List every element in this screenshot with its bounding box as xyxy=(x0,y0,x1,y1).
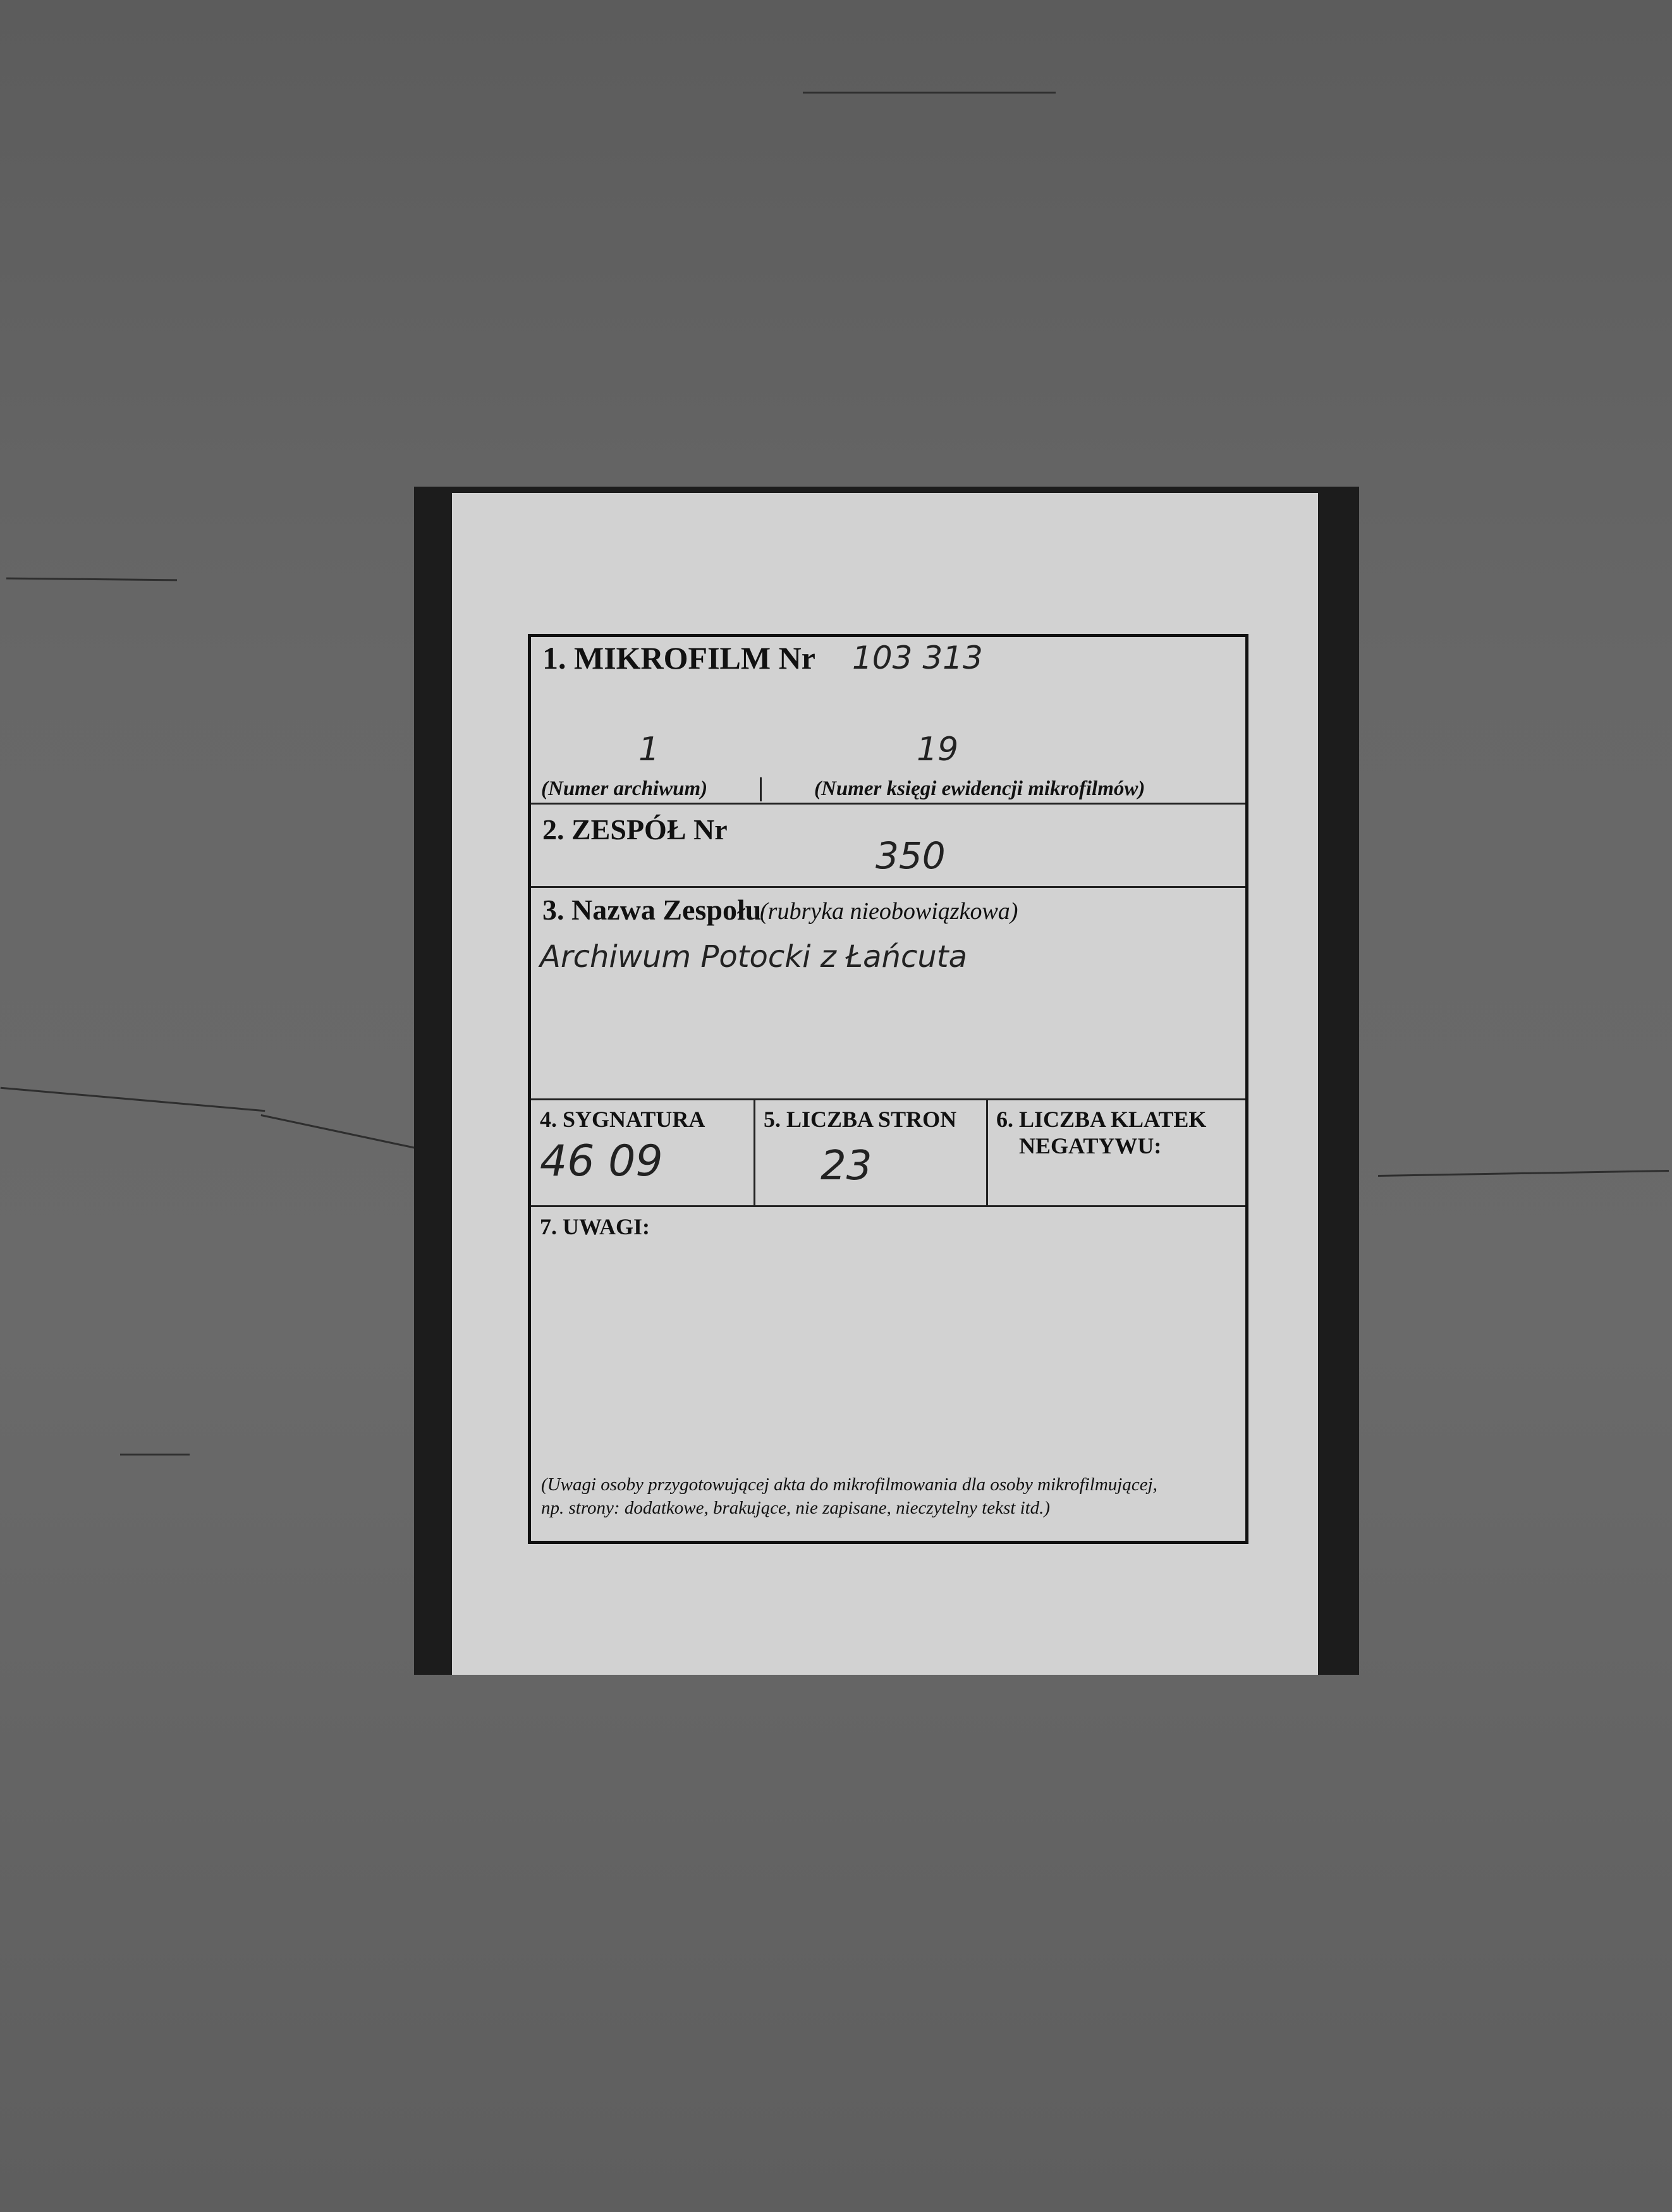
microfilm-form xyxy=(528,634,1248,1544)
film-scratch xyxy=(120,1454,190,1455)
footnote-line-1: (Uwagi osoby przygotowującej akta do mikrofilmowania dla osoby mikrofilmującej, xyxy=(541,1474,1157,1495)
archive-number-caption: (Numer archiwum) xyxy=(541,777,708,800)
page-count-value: 23 xyxy=(821,1143,872,1189)
divider-row2 xyxy=(531,886,1245,888)
fond-number-value: 350 xyxy=(876,834,946,877)
film-scratch xyxy=(803,92,1056,94)
caption-separator xyxy=(760,777,762,801)
archive-number-value: 1 xyxy=(638,731,660,769)
divider-row4 xyxy=(531,1205,1245,1207)
fond-name-label: 3. Nazwa Zespołu xyxy=(542,894,762,926)
negative-frames-label-2: NEGATYWU: xyxy=(1019,1133,1162,1158)
signature-value: 46 09 xyxy=(540,1136,663,1186)
divider-row1 xyxy=(531,803,1245,805)
page-count-label: 5. LICZBA STRON xyxy=(764,1107,957,1132)
microfilm-number-value: 103 313 xyxy=(852,640,983,676)
fond-name-value: Archiwum Potocki z Łańcuta xyxy=(540,939,968,975)
remarks-label: 7. UWAGI: xyxy=(540,1214,650,1239)
divider-row3 xyxy=(531,1098,1245,1100)
film-scratch xyxy=(6,578,177,581)
footnote-line-2: np. strony: dodatkowe, brakujące, nie zapisane, nieczytelny tekst itd.) xyxy=(541,1498,1051,1518)
ledger-number-value: 19 xyxy=(917,731,959,769)
film-scratch xyxy=(1,1087,265,1112)
signature-label: 4. SYGNATURA xyxy=(540,1107,705,1132)
film-scratch xyxy=(261,1114,422,1150)
fond-name-note: (rubryka nieobowiązkowa) xyxy=(760,898,1018,925)
film-scratch xyxy=(1378,1170,1669,1177)
ledger-number-caption: (Numer księgi ewidencji mikrofilmów) xyxy=(814,777,1145,800)
microfilm-number-label: 1. MIKROFILM Nr xyxy=(542,640,815,676)
negative-frames-label-1: 6. LICZBA KLATEK xyxy=(996,1107,1207,1132)
divider-col2 xyxy=(986,1098,988,1206)
fond-number-label: 2. ZESPÓŁ Nr xyxy=(542,813,728,846)
divider-col1 xyxy=(754,1098,755,1206)
